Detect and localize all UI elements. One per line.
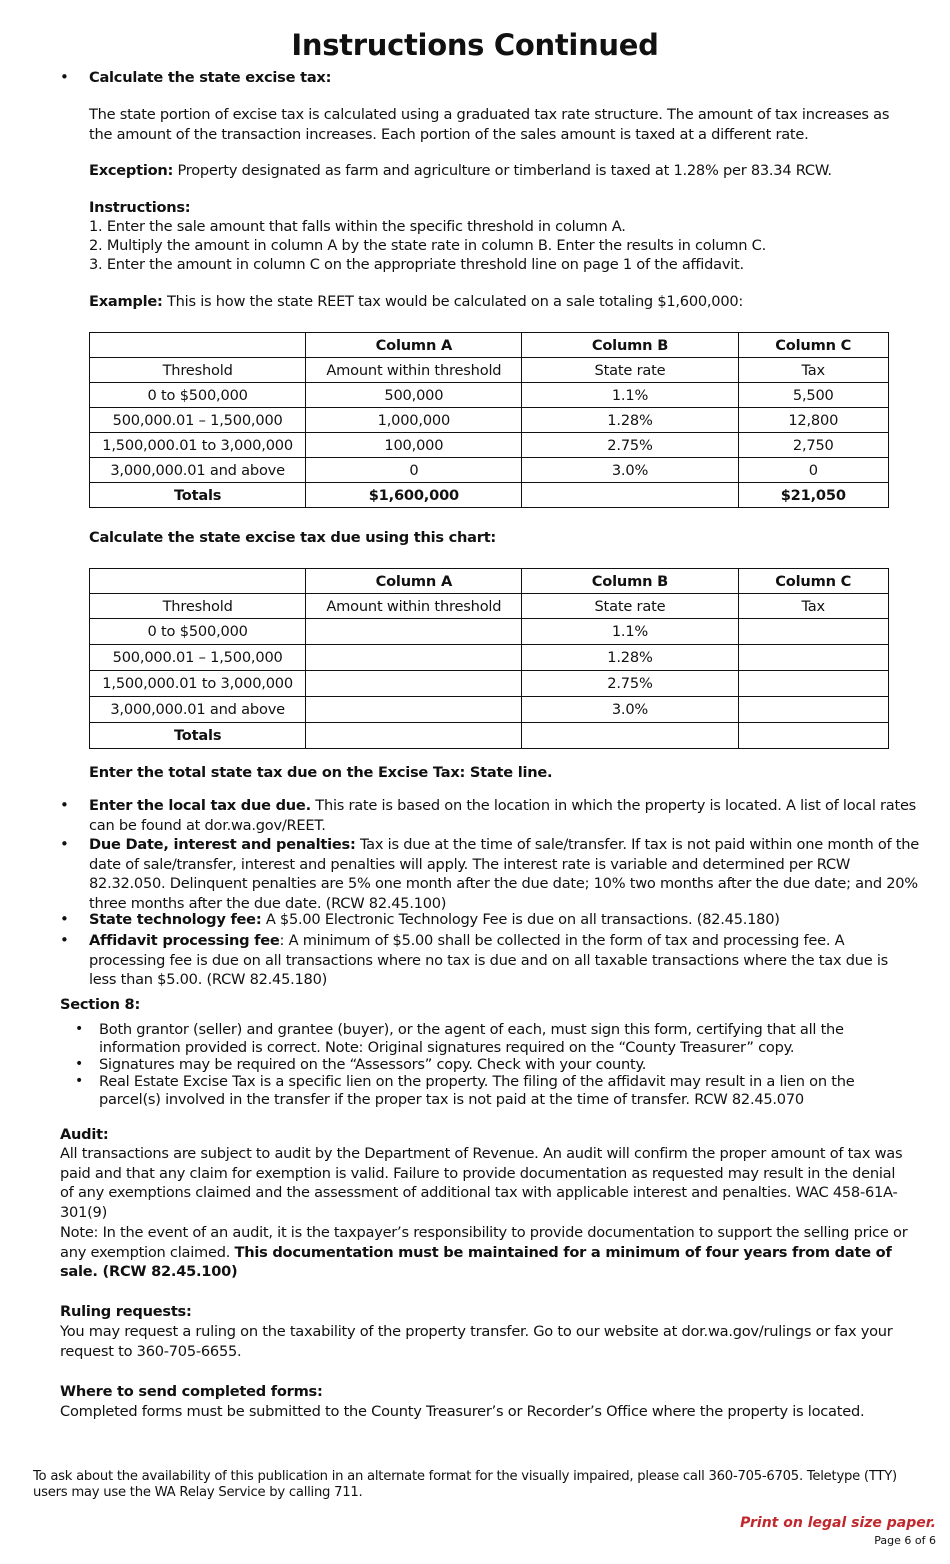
table-row (90, 458, 889, 483)
bullet-icon: • (60, 835, 69, 853)
table-subheader-tax: Tax (738, 358, 889, 383)
bullet-icon: • (75, 1021, 84, 1037)
rate-cell: 3.0% (522, 697, 738, 723)
excise-intro: The state portion of excise tax is calculated using a graduated tax rate structure. The amount of tax increases as the amount of the transaction increases. Each portion of the sales amount is taxed at a different rate. (89, 106, 890, 143)
example-text: This is how the state REET tax would be calculated on a sale totaling $1,600,000: (167, 293, 744, 310)
page-number: Page 6 of 6 (874, 1534, 936, 1547)
threshold-cell: 0 to $500,000 (90, 383, 306, 408)
audit-note-text: Note: In the event of an audit, it is the taxpayer’s responsibility to provide documentation to support the selling price or any exemption claimed. (60, 1224, 908, 1261)
table-subheader-rate: State rate (522, 358, 738, 383)
rate-cell: 2.75% (522, 671, 738, 697)
table-header-empty (90, 569, 306, 594)
threshold-cell: 3,000,000.01 and above (90, 697, 306, 723)
table-subheader-amount: Amount within threshold (306, 358, 522, 383)
table-row (90, 383, 889, 408)
chart-heading: Calculate the state excise tax due using this chart: (89, 529, 497, 546)
bullet-icon: • (75, 1073, 84, 1089)
rate-cell: 1.1% (522, 619, 738, 645)
bullet-icon: • (60, 931, 69, 949)
send-text: Completed forms must be submitted to the County Treasurer’s or Recorder’s Office where the property is located. (60, 1403, 865, 1420)
audit-text: All transactions are subject to audit by the Department of Revenue. An audit will confirm the proper amount of tax was paid and that any claim for exemption is valid. Failure to provide documentation as requested may result in the denial of any exemptions claimed and the assessment of additional tax with applicable interest and penalties. WAC 458-61A-301(9) (60, 1145, 903, 1221)
example-label: Example: (89, 293, 163, 310)
due-date-text: Tax is due at the time of sale/transfer. If tax is not paid within one month of the date of sale/transfer, interest and penalties will apply. The interest rate is variable and determined per RCW 82.32.050. Delinquent penalties are 5% one month after the due date; 10% two months after the due date; and 20% three months after the due date. (RCW 82.45.100) (89, 836, 919, 912)
example-paragraph (89, 292, 743, 312)
instruction-step: 3. Enter the amount in column C on the appropriate threshold line on page 1 of the affidavit. (89, 256, 744, 273)
table-subheader-amount: Amount within threshold (306, 594, 522, 619)
section8-heading: Section 8: (60, 996, 141, 1013)
amount-cell: 0 (306, 458, 522, 483)
audit-note-bold: This documentation must be maintained for a minimum of four years from date of sale. (RCW 82.45.100) (60, 1243, 892, 1280)
tax-input-cell[interactable] (738, 619, 889, 645)
rate-cell: 1.28% (522, 645, 738, 671)
totals-row (90, 723, 889, 749)
threshold-cell: 1,500,000.01 to 3,000,000 (90, 433, 306, 458)
instructions-label: Instructions: (89, 199, 191, 216)
excise-calculation-form (89, 568, 889, 749)
amount-input-cell[interactable] (306, 645, 522, 671)
tech-fee-paragraph (89, 910, 919, 930)
exception-label: Exception: (89, 162, 174, 179)
bullet-icon: • (75, 1056, 84, 1072)
total-rate-empty (522, 723, 738, 749)
section8-item: Signatures may be required on the “Assessors” copy. Check with your county. (99, 1056, 647, 1073)
table-header-col-a: Column A (306, 569, 522, 594)
section8-item: Both grantor (seller) and grantee (buyer), or the agent of each, must sign this form, certifying that all the information provided is correct. Note: Original signatures required on the “County Treasurer” copy. (99, 1021, 844, 1056)
amount-cell: 100,000 (306, 433, 522, 458)
total-tax: $21,050 (738, 483, 889, 508)
totals-label: Totals (90, 723, 306, 749)
instruction-step: 2. Multiply the amount in column A by the state rate in column B. Enter the results in column C. (89, 237, 766, 254)
ruling-heading: Ruling requests: (60, 1303, 192, 1320)
rate-cell: 3.0% (522, 458, 738, 483)
table-subheader-rate: State rate (522, 594, 738, 619)
tax-cell: 5,500 (738, 383, 889, 408)
table-row (90, 408, 889, 433)
affidavit-fee-text: : A minimum of $5.00 shall be collected in the form of tax and processing fee. A processing fee is due on all transactions where no tax is due and on all taxable transactions where the tax due is less than $5.00. (RCW 82.45.180) (89, 932, 889, 988)
exception-paragraph (89, 161, 904, 181)
amount-cell: 1,000,000 (306, 408, 522, 433)
total-tax-input-cell[interactable] (738, 723, 889, 749)
table-row (90, 433, 889, 458)
affidavit-fee-label: Affidavit processing fee (89, 932, 280, 949)
rate-cell: 1.28% (522, 408, 738, 433)
table-subheader-tax: Tax (738, 594, 889, 619)
page-title: Instructions Continued (291, 28, 659, 62)
print-note: Print on legal size paper. (740, 1515, 936, 1531)
amount-input-cell[interactable] (306, 697, 522, 723)
total-rate-empty (522, 483, 738, 508)
instruction-step: 1. Enter the sale amount that falls within the specific threshold in column A. (89, 218, 626, 235)
total-amount: $1,600,000 (306, 483, 522, 508)
due-date-label: Due Date, interest and penalties: (89, 836, 356, 853)
table-header-col-b: Column B (522, 333, 738, 358)
tech-fee-label: State technology fee: (89, 911, 262, 928)
bullet-icon: • (60, 910, 69, 928)
tax-input-cell[interactable] (738, 697, 889, 723)
amount-input-cell[interactable] (306, 671, 522, 697)
table-row (90, 645, 889, 671)
table-row (90, 671, 889, 697)
threshold-cell: 500,000.01 – 1,500,000 (90, 408, 306, 433)
table-header-col-a: Column A (306, 333, 522, 358)
local-tax-text: This rate is based on the location in which the property is located. A list of local rates can be found at dor.wa.gov/REET. (89, 797, 917, 834)
accessibility-note: To ask about the availability of this publication in an alternate format for the visually impaired, please call 360-705-6705. Teletype (TTY) users may use the WA Relay Service by calling 711. (33, 1469, 897, 1500)
threshold-cell: 0 to $500,000 (90, 619, 306, 645)
table-header-empty (90, 333, 306, 358)
tax-input-cell[interactable] (738, 645, 889, 671)
totals-row (90, 483, 889, 508)
table-header-col-b: Column B (522, 569, 738, 594)
audit-note (60, 1223, 910, 1282)
table-subheader-threshold: Threshold (90, 594, 306, 619)
table-header-col-c: Column C (738, 569, 889, 594)
example-tax-table (89, 332, 889, 508)
tax-cell: 12,800 (738, 408, 889, 433)
exception-text: Property designated as farm and agriculture or timberland is taxed at 1.28% per 83.34 RCW. (177, 162, 832, 179)
bullet-icon: • (60, 68, 69, 86)
due-date-paragraph (89, 835, 919, 913)
tax-input-cell[interactable] (738, 671, 889, 697)
table-row (90, 619, 889, 645)
send-heading: Where to send completed forms: (60, 1383, 323, 1400)
tech-fee-text: A $5.00 Electronic Technology Fee is due on all transactions. (82.45.180) (265, 911, 780, 928)
ruling-text: You may request a ruling on the taxability of the property transfer. Go to our website at dor.wa.gov/rulings or fax your request to 360-705-6655. (60, 1323, 893, 1360)
excise-heading: Calculate the state excise tax: (89, 69, 332, 86)
table-row (90, 697, 889, 723)
audit-heading: Audit: (60, 1126, 109, 1143)
threshold-cell: 500,000.01 – 1,500,000 (90, 645, 306, 671)
threshold-cell: 3,000,000.01 and above (90, 458, 306, 483)
rate-cell: 2.75% (522, 433, 738, 458)
affidavit-fee-paragraph (89, 931, 919, 990)
bullet-icon: • (60, 796, 69, 814)
totals-label: Totals (90, 483, 306, 508)
amount-input-cell[interactable] (306, 619, 522, 645)
rate-cell: 1.1% (522, 383, 738, 408)
tax-cell: 0 (738, 458, 889, 483)
total-amount-input-cell[interactable] (306, 723, 522, 749)
tax-cell: 2,750 (738, 433, 889, 458)
amount-cell: 500,000 (306, 383, 522, 408)
enter-total-instruction: Enter the total state tax due on the Excise Tax: State line. (89, 764, 553, 781)
local-tax-paragraph (89, 796, 919, 835)
threshold-cell: 1,500,000.01 to 3,000,000 (90, 671, 306, 697)
table-subheader-threshold: Threshold (90, 358, 306, 383)
section8-item: Real Estate Excise Tax is a specific lien on the property. The filing of the affidavit may result in a lien on the parcel(s) involved in the transfer if the proper tax is not paid at the time of transfer. RCW 82.45.070 (99, 1073, 855, 1108)
table-header-col-c: Column C (738, 333, 889, 358)
local-tax-label: Enter the local tax due due. (89, 797, 311, 814)
